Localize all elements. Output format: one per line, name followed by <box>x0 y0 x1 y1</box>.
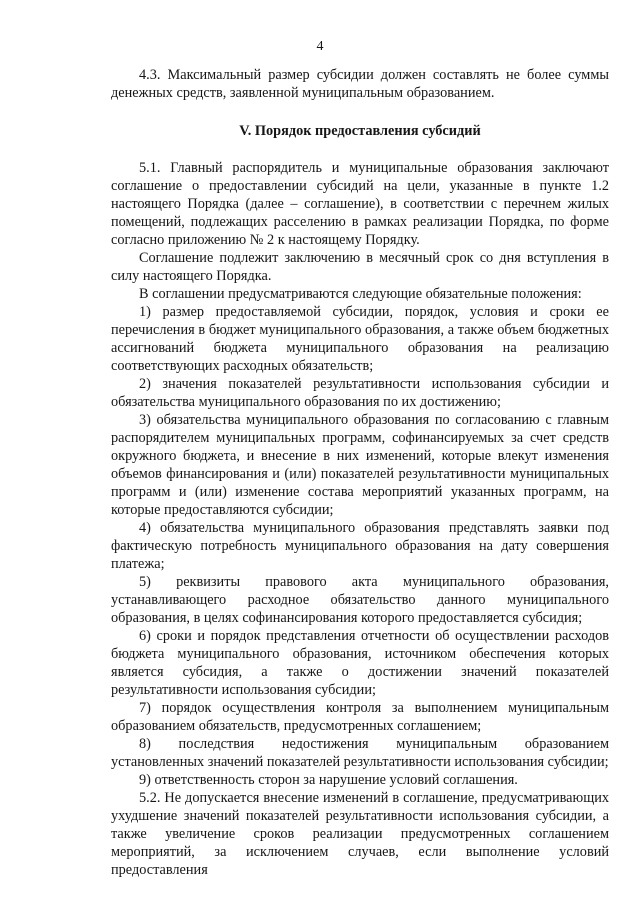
list-item-2: 2) значения показателей результативности использования субсидии и обязательства муниципального образования по их достижению; <box>111 376 609 410</box>
list-item-1: 1) размер предоставляемой субсидии, порядок, условия и сроки ее перечисления в бюджет муниципального образования, а также объем бюджетных ассигнований бюджета муниципального образования на реализацию соответствующих расходных обязательств; <box>111 304 609 374</box>
paragraph-agreement-provisions: В соглашении предусматриваются следующие обязательные положения: <box>139 286 582 302</box>
list-item-8: 8) последствия недостижения муниципальным образованием установленных значений показателей результативности использования субсидии; <box>111 736 609 770</box>
list-item-5: 5) реквизиты правового акта муниципального образования, устанавливающего расходное обязательство данного муниципального образования, в целях софинансирования которого предоставляется субсидия; <box>111 574 609 626</box>
list-item-3: 3) обязательства муниципального образования по согласованию с главным распорядителем муниципальных программ, софинансируемых за счет средств окружного бюджета, и внесение в них изменений, которые влекут изменения объемов финансирования и (или) показателей результативности муниципальных программ и (или) изменение состава мероприятий указанных программ, на которые предоставляются субсидии; <box>111 412 609 518</box>
list-item-9: 9) ответственность сторон за нарушение условий соглашения. <box>139 772 518 788</box>
paragraph-5-1: 5.1. Главный распорядитель и муниципальные образования заключают соглашение о предоставлении субсидий на цели, указанные в пункте 1.2 настоящего Порядка (далее – соглашение), в соответствии с перечнем жилых помещений, подлежащих расселению в рамках реализации Порядка, по форме согласно приложению № 2 к настоящему Порядку. <box>111 160 609 248</box>
document-body <box>111 66 609 879</box>
list-item-4: 4) обязательства муниципального образования представлять заявки под фактическую потребность муниципального образования на дату совершения платежа; <box>111 520 609 572</box>
list-item-7: 7) порядок осуществления контроля за выполнением муниципальным образованием обязательств, предусмотренных соглашением; <box>111 700 609 734</box>
list-item-6: 6) сроки и порядок представления отчетности об осуществлении расходов бюджета муниципального образования, источником обеспечения которых является субсидия, а также о достижении значений показателей результативности использования субсидии; <box>111 628 609 698</box>
paragraph-5-2: 5.2. Не допускается внесение изменений в соглашение, предусматривающих ухудшение значений показателей результативности использования субсидии, а также увеличение сроков реализации предусмотренных соглашением мероприятий, за исключением случаев, если выполнение условий предоставления <box>111 790 609 878</box>
paragraph-4-3: 4.3. Максимальный размер субсидии должен составлять не более суммы денежных средств, заявленной муниципальным образованием. <box>111 67 609 101</box>
paragraph-agreement-term: Соглашение подлежит заключению в месячный срок со дня вступления в силу настоящего Порядка. <box>111 250 609 284</box>
page-number: 4 <box>316 39 324 54</box>
section-heading: V. Порядок предоставления субсидий <box>239 123 481 139</box>
